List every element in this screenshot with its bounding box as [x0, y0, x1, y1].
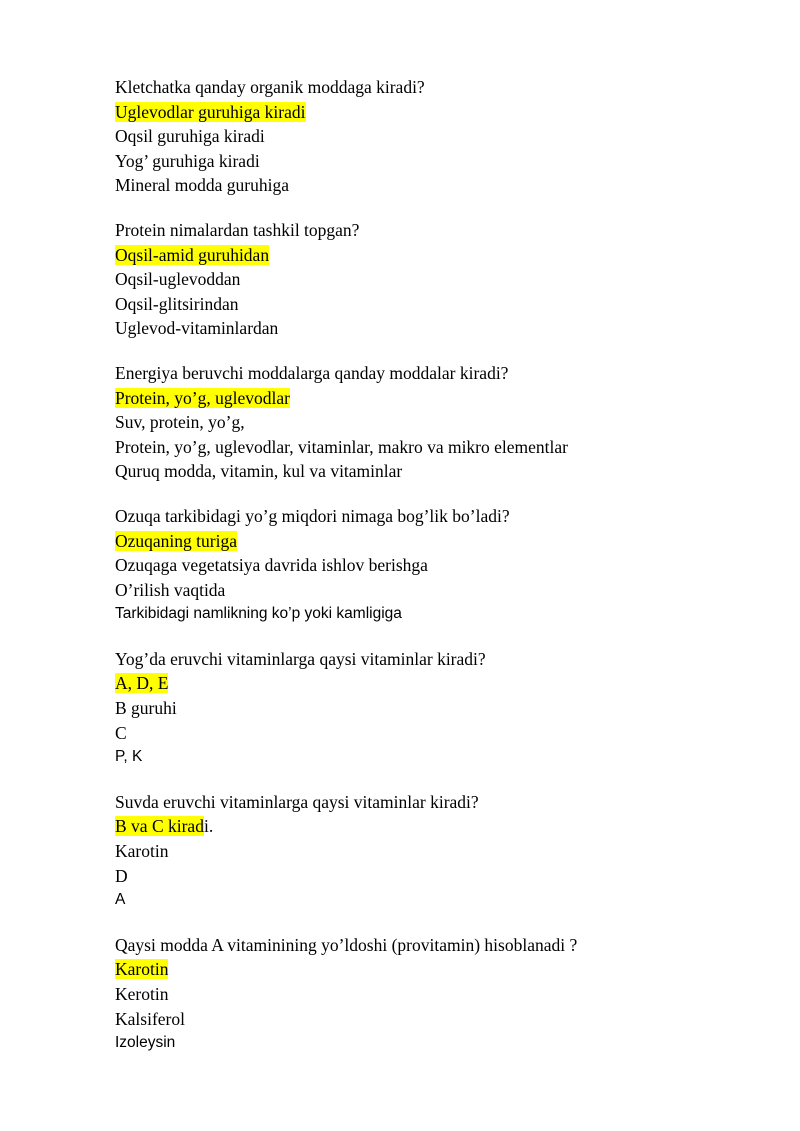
highlighted-answer: Karotin [115, 959, 169, 980]
answer-option: Kerotin [115, 984, 169, 1004]
correct-answer-line [115, 100, 755, 125]
question-block-1 [115, 75, 755, 198]
answer-option: Izoleysin [115, 1034, 176, 1052]
answer-option: Karotin [115, 841, 169, 862]
answer-option: Oqsil-glitsirindan [115, 293, 239, 314]
answer-option: Tarkibidagi namlikning ko’p yoki kamligiga [115, 605, 402, 623]
highlighted-answer: Uglevodlar guruhiga kiradi [115, 101, 306, 122]
answer-option: B guruhi [115, 698, 177, 719]
answer-option: A [115, 891, 126, 909]
correct-answer-line [115, 957, 755, 982]
correct-answer-line [115, 671, 755, 696]
question-text: Ozuqa tarkibidagi yo’g miqdori nimaga bog’lik bo’ladi? [115, 505, 510, 526]
answer-option: Quruq modda, vitamin, kul va vitaminlar [115, 461, 403, 482]
question-block-2 [115, 218, 755, 341]
question-block-3 [115, 361, 755, 484]
correct-answer-line [115, 529, 755, 554]
answer-option: Oqsil-uglevoddan [115, 269, 241, 290]
highlighted-answer: A, D, E [115, 673, 169, 694]
answer-option: D [115, 865, 128, 886]
document-page [115, 75, 755, 1076]
answer-option: P, K [115, 748, 143, 766]
highlighted-answer: B va C kirad [115, 816, 204, 837]
highlighted-answer: Oqsil-amid guruhidan [115, 244, 270, 265]
question-text: Energiya beruvchi moddalarga qanday moddalar kiradi? [115, 362, 509, 383]
highlighted-answer: Ozuqaning turiga [115, 530, 237, 551]
question-text: Protein nimalardan tashkil topgan? [115, 219, 360, 240]
answer-option: Protein, yo’g, uglevodlar, vitaminlar, makro va mikro elementlar [115, 436, 568, 457]
question-text: Qaysi modda A vitaminining yo’ldoshi (provitamin) hisoblanadi ? [115, 934, 578, 955]
answer-option: Ozuqaga vegetatsiya davrida ishlov berishga [115, 555, 428, 576]
answer-option: C [115, 722, 127, 743]
correct-answer-line [115, 814, 755, 839]
question-block-7 [115, 933, 755, 1056]
answer-option: Suv, protein, yo’g, [115, 412, 245, 433]
answer-option: Uglevod-vitaminlardan [115, 318, 279, 339]
correct-answer-line [115, 386, 755, 411]
question-text: Yog’da eruvchi vitaminlarga qaysi vitaminlar kiradi? [115, 648, 486, 669]
answer-option: Kalsiferol [115, 1008, 185, 1029]
question-text: Kletchatka qanday organik moddaga kiradi? [115, 77, 425, 97]
answer-option: O’rilish vaqtida [115, 579, 226, 600]
answer-option: Oqsil guruhiga kiradi [115, 126, 265, 147]
highlighted-answer: Protein, yo’g, uglevodlar [115, 387, 290, 408]
correct-answer-line [115, 243, 755, 268]
question-block-4 [115, 504, 755, 627]
question-block-5 [115, 647, 755, 770]
question-block-6 [115, 790, 755, 913]
answer-option: Mineral modda guruhiga [115, 175, 289, 196]
question-text: Suvda eruvchi vitaminlarga qaysi vitaminlar kiradi? [115, 791, 479, 812]
answer-option: Yog’ guruhiga kiradi [115, 150, 260, 171]
answer-tail: i. [203, 816, 214, 837]
